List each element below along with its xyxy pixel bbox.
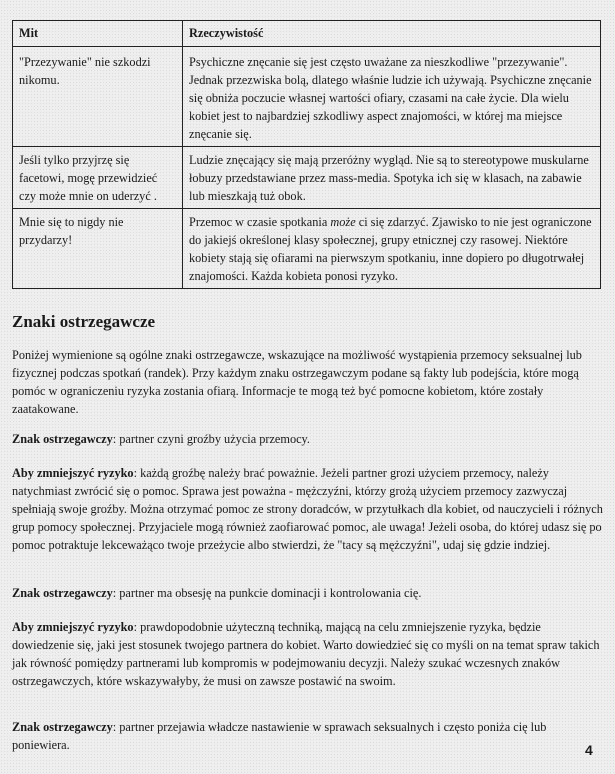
- reality-text-start: Przemoc w czasie spotkania: [189, 215, 331, 229]
- table-row: [13, 47, 601, 147]
- warning-sign-text: : partner ma obsesję na punkcie dominacji i kontrolowania cię.: [112, 586, 422, 600]
- risk-reduction-label: Aby zmniejszyć ryzyko: [12, 620, 134, 634]
- risk-reduction-paragraph: [12, 618, 604, 690]
- reality-text-end: ci się zdarzyć. Zjawisko to nie jest ograniczone do jakiejś określonej klasy społecznej, grupy etnicznej czy rasowej. Niektóre kobiety stają się ofiarami na pierwszym spotkaniu, inne dopiero po długotrwałej znajomości. Każda kobieta ponosi ryzyko.: [189, 215, 592, 283]
- warning-sign-text: : partner czyni groźby użycia przemocy.: [112, 432, 310, 446]
- reality-cell: Ludzie znęcający się mają przeróżny wygląd. Nie są to stereotypowe muskularne łobuzy przedstawiane przez mass-media. Spotyka ich się w klasach, na zabawie lub mieszkają tuż obok.: [183, 147, 601, 209]
- table-row: [13, 147, 601, 209]
- reality-text-emphasis: może: [330, 215, 356, 229]
- myth-reality-table: [12, 20, 601, 289]
- reality-cell: Psychiczne znęcanie się jest często uważane za nieszkodliwe "przezywanie". Jednak przezwiska bolą, dlatego właśnie ludzie ich używają. Psychiczne znęcanie się obniża poczucie własnej wartości ofiary, czasami na całe życie. Dla wielu kobiet jest to najbardziej szkodliwy aspect znajomości, w której ma miejsce znęcanie się.: [183, 47, 601, 147]
- warning-sign-paragraph: [12, 584, 604, 602]
- myth-cell: "Przezywanie" nie szkodzi nikomu.: [13, 47, 183, 147]
- warning-sign-label: Znak ostrzegawczy: [12, 586, 113, 600]
- page-number: 4: [585, 742, 593, 758]
- risk-reduction-text: : prawdopodobnie użyteczną techniką, mającą na celu zmniejszenie ryzyka, będzie dowiedzenie się, jaki jest stosunek twojego partnera do kobiet. Warto dowiedzieć się co myśli on na temat spraw takich jak równość pomiędzy partnerami lub kompromis w podejmowaniu decyzji. Należy szukać wczesnych znaków ostrzegawczych, które wskazywałyby, że musi on zawsze postawić na swoim.: [12, 620, 600, 688]
- intro-paragraph: Poniżej wymienione są ogólne znaki ostrzegawcze, wskazujące na możliwość wystąpienia przemocy seksualnej lub fizycznej podczas spotkań (randek). Przy każdym znaku ostrzegawczym podane są fakty lub podejścia, które mogą pomóc w ograniczeniu ryzyka zostania ofiarą. Informacje te mogą też być pomocne kobietom, które zostały zaatakowane.: [12, 348, 582, 416]
- warning-sign-label: Znak ostrzegawczy: [12, 432, 113, 446]
- warning-sign-label: Znak ostrzegawczy: [12, 720, 113, 734]
- table-header-row: [13, 21, 601, 47]
- risk-reduction-label: Aby zmniejszyć ryzyko: [12, 466, 134, 480]
- myth-cell: Jeśli tylko przyjrzę się facetowi, mogę przewidzieć czy może mnie on uderzyć .: [13, 147, 183, 209]
- warning-sign-paragraph: [12, 430, 604, 448]
- risk-reduction-text: : każdą groźbę należy brać poważnie. Jeżeli partner grozi użyciem przemocy, należy natychmiast zwrócić się o pomoc. Sprawa jest poważna - mężczyźni, którzy grożą użyciem przemocy zazwyczaj spełniają swoje groźby. Można otrzymać pomoc ze strony doradców, w przytułkach dla kobiet, od nauczycieli i różnych grup pomocy społecznej. Przyjaciele mogą również zaofiarować pomoc, ale uwaga! Jeżeli osoba, do której udasz się po pomoc potraktuje lekceważąco twoje przeżycie albo stwierdzi, że "tacy są mężczyźni", udaj się gdzie indziej.: [12, 466, 603, 552]
- warning-sign-text: : partner przejawia władcze nastawienie w sprawach seksualnych i często poniża cię lub poniewiera.: [12, 720, 547, 752]
- myth-cell: Mnie się to nigdy nie przydarzy!: [13, 209, 183, 289]
- table-row: [13, 209, 601, 289]
- risk-reduction-paragraph: [12, 464, 604, 554]
- reality-cell: [183, 209, 601, 289]
- warning-sign-paragraph: [12, 718, 604, 754]
- section-title: Znaki ostrzegawcze: [12, 312, 156, 331]
- column-header-reality: Rzeczywistość: [183, 21, 601, 47]
- column-header-myth: Mit: [13, 21, 183, 47]
